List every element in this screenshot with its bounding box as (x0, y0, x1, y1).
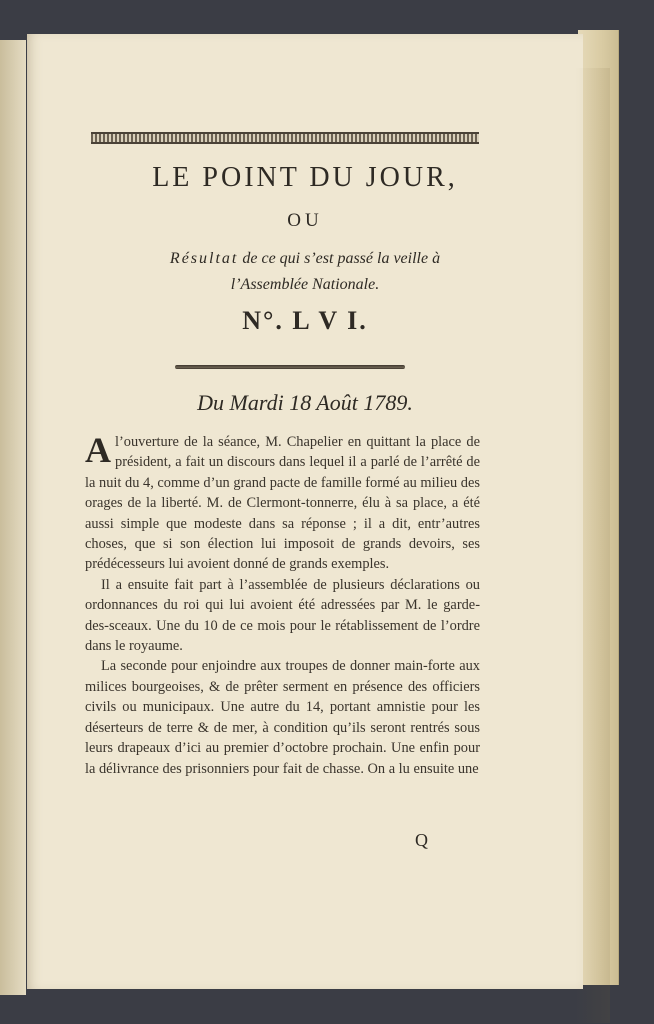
book-page (27, 34, 583, 989)
issue-number: N°. L V I. (242, 306, 368, 335)
article-body (85, 432, 480, 779)
drop-cap: A (85, 430, 111, 470)
subtitle-lead: Résultat (169, 250, 239, 267)
subtitle-line2: l’Assemblée Nationale. (230, 276, 380, 293)
dateline: Du Mardi 18 Août 1789. (197, 390, 413, 415)
subtitle (27, 246, 583, 298)
paragraph-3: La seconde pour enjoindre aux troupes de donner main-forte aux milices bourgeoises, & de prêter serment en présence des officiers civils ou municipaux. Une autre du 14, portant amnistie pour les déserteurs de terre & de mer, à condition qu’ils seront rentrés sous leurs drapeaux d’ici au premier d’octobre prochain. Une enfin pour la délivrance des prisonniers pour fait de chasse. On a lu ensuite une (85, 658, 480, 777)
paragraph-1-text: l’ouverture de la séance, M. Chapelier en quittant la place de président, a fait un discours dans lequel il a parlé de l’arrêté de la nuit du 4, comme d’un grand pacte de famille formé au milieu des orages de la liberté. M. de Clermont-tonnerre, élu à sa place, a été aussi simple que modeste dans sa réponse ; il a dit, entr’autres choses, que si son élection lui imposoit de grands devoirs, ses prédécesseurs lui avoient donné de grands exemples. (85, 434, 480, 573)
page-title: LE POINT DU JOUR, (152, 162, 458, 193)
subtitle-rest: de ce qui s’est passé la veille à (242, 250, 441, 267)
page-shading (575, 68, 610, 1023)
paragraph-2: Il a ensuite fait part à l’assemblée de plusieurs déclarations ou ordonnances du roi qui lui avoient été adressées par M. le garde-des-sceaux. Une du 10 de ce mois pour le rétablissement de l’ordre dans le royaume. (85, 576, 480, 655)
ornamental-rule-middle (175, 365, 405, 369)
facing-page-edge (0, 40, 26, 995)
ornamental-rule-top (91, 132, 479, 144)
paragraph-1 (85, 432, 480, 575)
catchword: Q (415, 830, 428, 850)
title-connector: OU (287, 210, 323, 231)
